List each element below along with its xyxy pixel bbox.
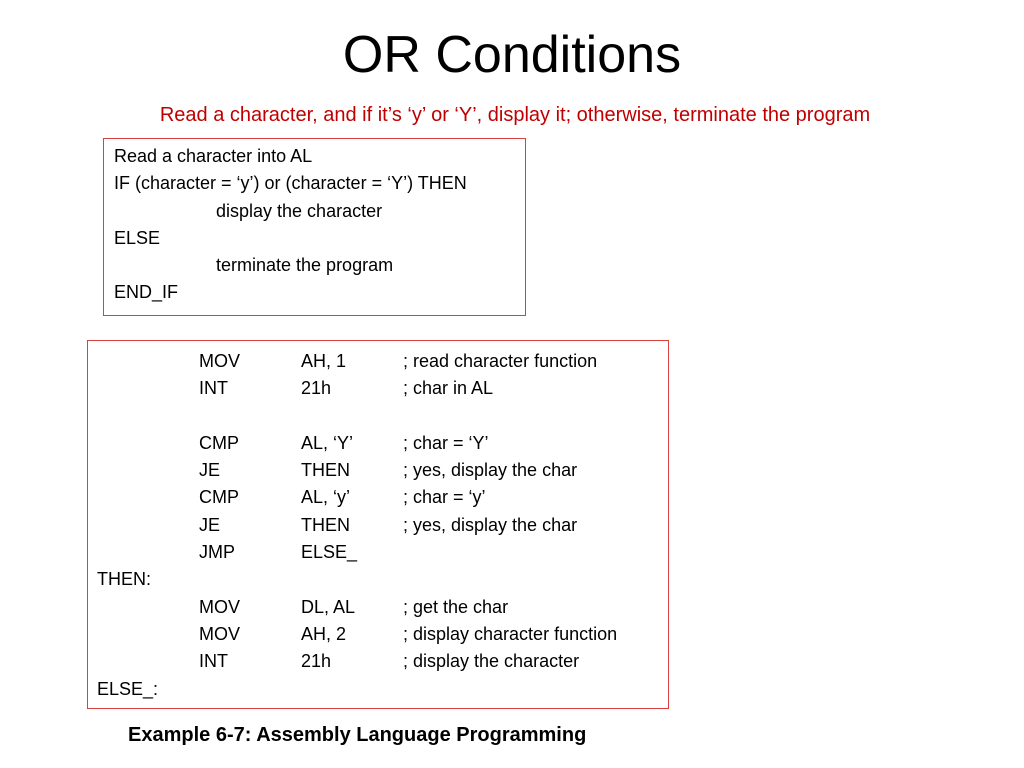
code-operands: THEN bbox=[301, 460, 350, 481]
code-row bbox=[88, 512, 668, 539]
code-comment: ; display character function bbox=[403, 623, 618, 644]
code-label: THEN: bbox=[97, 569, 151, 590]
pseudocode-line: terminate the program bbox=[216, 255, 394, 276]
code-operands: ELSE_ bbox=[301, 542, 358, 563]
code-opcode: MOV bbox=[199, 623, 241, 644]
code-row bbox=[88, 375, 668, 402]
code-opcode: CMP bbox=[199, 432, 239, 453]
slide-title: OR Conditions bbox=[342, 26, 682, 84]
code-row bbox=[88, 348, 668, 375]
code-row bbox=[88, 430, 668, 457]
code-comment: ; yes, display the char bbox=[403, 460, 578, 481]
pseudocode-line: display the character bbox=[216, 200, 383, 221]
code-row bbox=[88, 539, 668, 566]
code-opcode: JE bbox=[199, 460, 221, 481]
code-row bbox=[88, 621, 668, 648]
pseudocode-line: END_IF bbox=[114, 282, 179, 303]
assembly-code-box bbox=[87, 340, 669, 709]
code-operands: AL, ‘Y’ bbox=[301, 432, 354, 453]
code-comment: ; char in AL bbox=[403, 378, 494, 399]
code-comment: ; display the character bbox=[403, 651, 580, 672]
code-operands: AL, ‘y’ bbox=[301, 487, 351, 508]
code-row bbox=[88, 484, 668, 511]
pseudocode-line: ELSE bbox=[114, 227, 161, 248]
code-operands: AH, 2 bbox=[301, 623, 347, 644]
code-opcode: MOV bbox=[199, 596, 241, 617]
code-comment: ; char = ‘y’ bbox=[403, 487, 486, 508]
code-row bbox=[88, 457, 668, 484]
code-comment: ; get the char bbox=[403, 596, 509, 617]
slide-caption: Example 6-7: Assembly Language Programming bbox=[128, 724, 587, 746]
pseudocode-line: IF (character = ‘y’) or (character = ‘Y’) THEN bbox=[114, 173, 467, 194]
pseudocode-line: Read a character into AL bbox=[114, 146, 313, 166]
code-row bbox=[88, 403, 668, 430]
code-operands: 21h bbox=[301, 378, 332, 399]
code-label: ELSE_: bbox=[97, 678, 159, 699]
code-opcode: INT bbox=[199, 378, 228, 399]
code-row bbox=[88, 594, 668, 621]
code-row bbox=[88, 676, 668, 703]
code-operands: 21h bbox=[301, 651, 332, 672]
pseudocode-box bbox=[103, 138, 526, 316]
code-opcode: CMP bbox=[199, 487, 239, 508]
code-row bbox=[88, 566, 668, 593]
code-opcode: JMP bbox=[199, 542, 235, 563]
code-comment: ; yes, display the char bbox=[403, 514, 578, 535]
code-operands: THEN bbox=[301, 514, 350, 535]
code-operands: DL, AL bbox=[301, 596, 356, 617]
code-opcode: INT bbox=[199, 651, 228, 672]
code-operands: AH, 1 bbox=[301, 351, 347, 371]
code-comment: ; char = ‘Y’ bbox=[403, 432, 489, 453]
slide-subtitle: Read a character, and if it’s ‘y’ or ‘Y’, display it; otherwise, terminate the program bbox=[159, 104, 871, 126]
code-row bbox=[88, 648, 668, 675]
code-comment: ; read character function bbox=[403, 351, 598, 371]
code-opcode: JE bbox=[199, 514, 221, 535]
code-opcode: MOV bbox=[199, 351, 241, 371]
